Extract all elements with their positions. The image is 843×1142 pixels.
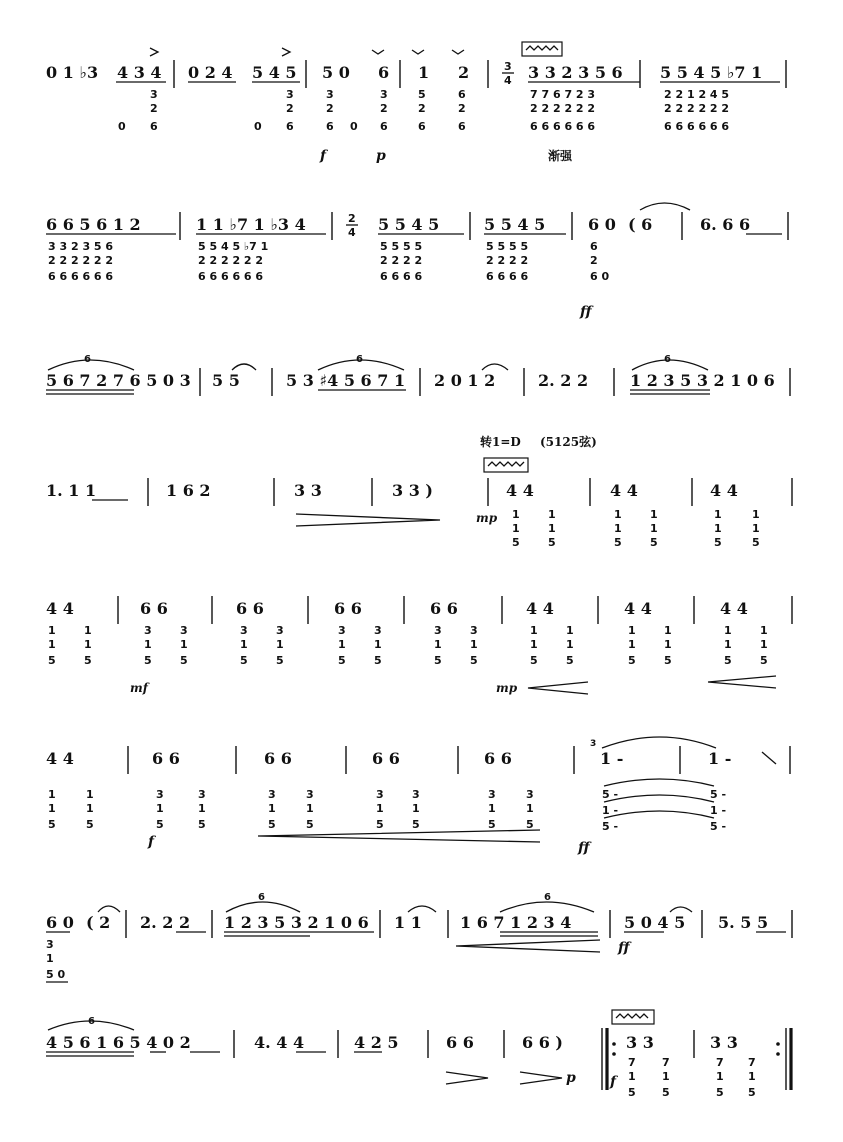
svg-text:1: 1 xyxy=(724,624,732,637)
svg-text:5: 5 xyxy=(664,654,672,667)
svg-text:0: 0 xyxy=(254,120,262,133)
row1-measure2-a: 0 2 4 xyxy=(188,63,233,82)
dynamic-forte: f xyxy=(320,148,327,164)
tuplet-label: 6 xyxy=(544,892,551,903)
ornament-icon xyxy=(412,50,424,54)
svg-text:3: 3 xyxy=(144,624,152,637)
svg-text:6 6 6 6: 6 6 6 6 xyxy=(486,270,529,283)
row3-measure3: 5 3 ♯4 5 6 7 1 xyxy=(286,371,406,390)
svg-text:1: 1 xyxy=(548,522,556,535)
dynamic-piano: p xyxy=(566,1070,576,1086)
decrescendo-hairpin xyxy=(296,514,440,526)
tremolo-icon xyxy=(526,46,558,50)
svg-text:5: 5 xyxy=(144,654,152,667)
svg-text:0: 0 xyxy=(118,120,126,133)
accompaniment-row7 xyxy=(46,938,65,981)
row2-measure1: 6 6 5 6 1 2 xyxy=(46,215,141,234)
svg-text:1: 1 xyxy=(628,624,636,637)
svg-text:3: 3 xyxy=(380,88,388,101)
svg-text:1: 1 xyxy=(614,522,622,535)
svg-text:1: 1 xyxy=(48,802,56,815)
row8-measure1: 4 5 6 1 6 5 4 0 2 xyxy=(46,1033,191,1052)
svg-text:1: 1 xyxy=(628,638,636,651)
svg-text:1: 1 xyxy=(84,638,92,651)
row1-measure1-a: 0 1 ♭3 xyxy=(46,63,99,82)
svg-text:2: 2 xyxy=(590,254,598,267)
svg-text:7 7 6 7 2 3: 7 7 6 7 2 3 xyxy=(530,88,596,101)
svg-text:1: 1 xyxy=(512,508,520,521)
svg-text:1: 1 xyxy=(156,802,164,815)
tuning-text: (5125弦) xyxy=(540,435,597,449)
svg-text:1: 1 xyxy=(752,522,760,535)
slur xyxy=(232,364,256,370)
tuplet-label: 6 xyxy=(88,1016,95,1027)
svg-text:1: 1 xyxy=(664,624,672,637)
decrescendo-hairpin xyxy=(520,1072,562,1084)
svg-text:7: 7 xyxy=(716,1056,724,1069)
time-signature-3-4 xyxy=(502,60,514,87)
svg-text:5: 5 xyxy=(376,818,384,831)
crescendo-hairpin xyxy=(456,940,600,952)
dynamic-mezzo-piano: mp xyxy=(476,511,498,525)
svg-text:1: 1 xyxy=(46,952,54,965)
slur xyxy=(98,906,120,912)
svg-text:2: 2 xyxy=(380,102,388,115)
svg-text:5: 5 xyxy=(752,536,760,549)
row8-measure5: 6 6 ) xyxy=(522,1033,563,1052)
row1-note-6: 6 xyxy=(378,63,390,82)
accompaniment-row1 xyxy=(118,88,729,133)
svg-text:5: 5 xyxy=(86,818,94,831)
svg-text:3: 3 xyxy=(504,60,512,73)
svg-text:1: 1 xyxy=(144,638,152,651)
row1-note-1: 1 xyxy=(418,63,430,82)
svg-text:1: 1 xyxy=(470,638,478,651)
svg-text:6: 6 xyxy=(418,120,426,133)
tuplet-label: 6 xyxy=(356,354,363,365)
row-1 xyxy=(46,42,786,164)
crescendo-hairpin xyxy=(528,682,588,694)
svg-text:4: 4 xyxy=(348,226,356,239)
svg-text:2: 2 xyxy=(418,102,426,115)
svg-text:5: 5 xyxy=(338,654,346,667)
svg-text:5: 5 xyxy=(268,818,276,831)
repeat-dot xyxy=(612,1052,616,1056)
time-signature-2-4 xyxy=(346,212,358,239)
svg-text:3: 3 xyxy=(180,624,188,637)
svg-text:4: 4 xyxy=(504,74,512,87)
svg-text:5: 5 xyxy=(548,536,556,549)
svg-text:1: 1 xyxy=(714,508,722,521)
row4-measure4: 3 3 ) xyxy=(392,481,433,500)
repeat-dot xyxy=(776,1052,780,1056)
svg-text:1: 1 xyxy=(650,508,658,521)
svg-text:3: 3 xyxy=(240,624,248,637)
tremolo-icon xyxy=(488,462,524,466)
tuplet-label: 6 xyxy=(664,354,671,365)
repeat-dot xyxy=(776,1042,780,1046)
row3-measure1: 5 6 7 2 7 6 5 0 3 xyxy=(46,371,191,390)
row1-note-2: 2 xyxy=(458,63,470,82)
svg-text:2 2 2 2 2 2: 2 2 2 2 2 2 xyxy=(530,102,596,115)
svg-text:6 6 6 6 6 6: 6 6 6 6 6 6 xyxy=(48,270,114,283)
row-7 xyxy=(46,892,792,982)
svg-text:3: 3 xyxy=(412,788,420,801)
svg-text:5: 5 xyxy=(714,536,722,549)
svg-text:6: 6 xyxy=(150,120,158,133)
accompaniment-row2 xyxy=(48,240,609,283)
svg-text:5: 5 xyxy=(662,1086,670,1099)
svg-text:7: 7 xyxy=(628,1056,636,1069)
row3-measure2: 5 5 xyxy=(212,371,240,390)
svg-text:1: 1 xyxy=(376,802,384,815)
svg-text:2 2 2 2 2 2: 2 2 2 2 2 2 xyxy=(198,254,264,267)
svg-text:1: 1 xyxy=(512,522,520,535)
svg-text:7: 7 xyxy=(748,1056,756,1069)
svg-text:3: 3 xyxy=(376,788,384,801)
svg-text:1 -: 1 - xyxy=(602,804,619,817)
row8-measure2: 4. 4 4 xyxy=(254,1033,305,1052)
svg-text:3: 3 xyxy=(338,624,346,637)
svg-text:2 2 2 2 2 2: 2 2 2 2 2 2 xyxy=(664,102,730,115)
svg-text:1: 1 xyxy=(650,522,658,535)
row-5 xyxy=(46,596,792,695)
accent-icon xyxy=(282,48,290,56)
row4-measure5: 4 4 xyxy=(506,481,534,500)
row4-measure3: 3 3 xyxy=(294,481,322,500)
svg-text:2 2 1 2 4 5: 2 2 1 2 4 5 xyxy=(664,88,730,101)
svg-text:6: 6 xyxy=(458,120,466,133)
slur xyxy=(500,902,594,912)
row7-measure8: 5. 5 5 xyxy=(718,913,769,932)
svg-text:1: 1 xyxy=(434,638,442,651)
svg-text:1: 1 xyxy=(526,802,534,815)
slur xyxy=(48,360,134,370)
svg-text:2 2 2 2 2 2: 2 2 2 2 2 2 xyxy=(48,254,114,267)
svg-text:5: 5 xyxy=(276,654,284,667)
tie xyxy=(604,811,714,818)
row3-measure4: 2 0 1 2 xyxy=(434,371,496,390)
svg-text:3: 3 xyxy=(46,938,54,951)
slur xyxy=(226,902,300,912)
row4-measure6: 4 4 xyxy=(610,481,638,500)
svg-text:6: 6 xyxy=(458,88,466,101)
svg-text:3 3 2 3 5 6: 3 3 2 3 5 6 xyxy=(48,240,114,253)
svg-text:1: 1 xyxy=(276,638,284,651)
svg-text:7: 7 xyxy=(662,1056,670,1069)
row5-measure5: 6 6 xyxy=(430,599,458,618)
svg-text:2: 2 xyxy=(286,102,294,115)
crescendo-text: 渐强 xyxy=(548,149,573,163)
tuplet-label: 6 xyxy=(84,354,91,365)
row2-measure4: 5 5 4 5 xyxy=(484,215,546,234)
svg-text:1: 1 xyxy=(180,638,188,651)
row8-measure6: 3 3 xyxy=(626,1033,654,1052)
svg-text:5: 5 xyxy=(418,88,426,101)
svg-text:5: 5 xyxy=(530,654,538,667)
crescendo-hairpin xyxy=(708,676,776,688)
accompaniment-row6 xyxy=(48,788,726,833)
svg-text:1: 1 xyxy=(628,1070,636,1083)
svg-text:2: 2 xyxy=(348,212,356,225)
row6-measure2: 6 6 xyxy=(152,749,180,768)
row5-measure2: 6 6 xyxy=(140,599,168,618)
svg-text:3: 3 xyxy=(276,624,284,637)
svg-text:1: 1 xyxy=(306,802,314,815)
dynamic-piano: p xyxy=(376,148,386,164)
row1-measure7: 5 5 4 5 ♭7 1 xyxy=(660,63,763,82)
svg-text:1: 1 xyxy=(664,638,672,651)
arpeggio-mark: 3 xyxy=(590,739,597,749)
dynamic-fortissimo: ff xyxy=(578,840,590,856)
svg-text:5: 5 xyxy=(48,818,56,831)
svg-text:3: 3 xyxy=(374,624,382,637)
row6-measure5: 6 6 xyxy=(484,749,512,768)
svg-text:5: 5 xyxy=(180,654,188,667)
svg-text:1: 1 xyxy=(566,638,574,651)
svg-text:1: 1 xyxy=(662,1070,670,1083)
svg-text:5: 5 xyxy=(748,1086,756,1099)
svg-text:6: 6 xyxy=(286,120,294,133)
svg-text:6: 6 xyxy=(590,240,598,253)
row5-measure4: 6 6 xyxy=(334,599,362,618)
svg-text:0: 0 xyxy=(350,120,358,133)
row-4 xyxy=(46,434,792,549)
svg-text:3: 3 xyxy=(198,788,206,801)
svg-text:1: 1 xyxy=(760,638,768,651)
row7-measure3: 2. 2 2 xyxy=(140,913,191,932)
svg-text:1: 1 xyxy=(548,508,556,521)
dynamic-forte: f xyxy=(148,834,155,850)
svg-text:2 2 2 2: 2 2 2 2 xyxy=(486,254,529,267)
svg-text:1: 1 xyxy=(412,802,420,815)
row7-measure1: 6 0 xyxy=(46,913,74,932)
svg-text:1: 1 xyxy=(760,624,768,637)
dynamic-fortissimo: ff xyxy=(618,940,630,956)
slur xyxy=(408,906,436,912)
svg-text:5: 5 xyxy=(724,654,732,667)
svg-text:5 -: 5 - xyxy=(710,820,727,833)
tie xyxy=(602,737,716,748)
svg-text:5: 5 xyxy=(198,818,206,831)
svg-text:5 5 5 5: 5 5 5 5 xyxy=(380,240,423,253)
svg-text:1: 1 xyxy=(614,508,622,521)
svg-text:5: 5 xyxy=(716,1086,724,1099)
row7-measure5: 1 1 xyxy=(394,913,422,932)
svg-text:5: 5 xyxy=(412,818,420,831)
tie xyxy=(604,795,714,802)
tremolo-box xyxy=(522,42,562,56)
slur xyxy=(482,364,508,370)
svg-text:2: 2 xyxy=(150,102,158,115)
row7-measure4: 1 2 3 5 3 2 1 0 6 xyxy=(224,913,369,932)
dynamic-fortissimo: ff xyxy=(580,304,592,320)
svg-text:1: 1 xyxy=(84,624,92,637)
svg-text:6: 6 xyxy=(326,120,334,133)
svg-text:3: 3 xyxy=(434,624,442,637)
svg-text:1: 1 xyxy=(86,802,94,815)
row1-measure6: 3 3 2 3 5 6 xyxy=(528,63,623,82)
tremolo-icon xyxy=(616,1014,648,1018)
svg-text:1: 1 xyxy=(338,638,346,651)
row2-measure5: 6 0 xyxy=(588,215,616,234)
svg-text:5: 5 xyxy=(306,818,314,831)
svg-text:1: 1 xyxy=(530,638,538,651)
row-3 xyxy=(46,354,790,396)
dynamic-mezzo-forte: mf xyxy=(130,681,148,695)
svg-text:3: 3 xyxy=(470,624,478,637)
svg-text:1: 1 xyxy=(268,802,276,815)
svg-text:5: 5 xyxy=(434,654,442,667)
svg-text:3: 3 xyxy=(326,88,334,101)
accent-icon xyxy=(150,48,158,56)
svg-text:5: 5 xyxy=(614,536,622,549)
row6-measure6: 1 - xyxy=(600,749,624,768)
svg-text:1: 1 xyxy=(748,1070,756,1083)
accompaniment-row8 xyxy=(628,1056,756,1099)
svg-text:3: 3 xyxy=(268,788,276,801)
svg-text:5: 5 xyxy=(488,818,496,831)
svg-text:1: 1 xyxy=(374,638,382,651)
row7-measure2: ( 2 xyxy=(86,913,111,932)
svg-text:1: 1 xyxy=(198,802,206,815)
row8-measure4: 6 6 xyxy=(446,1033,474,1052)
svg-text:1 -: 1 - xyxy=(710,804,727,817)
svg-text:5: 5 xyxy=(650,536,658,549)
row4-measure2: 1 6 2 xyxy=(166,481,211,500)
row2-measure7: 6. 6 6 xyxy=(700,215,751,234)
row7-measure6: 1 6 7 1 2 3 4 xyxy=(460,913,572,932)
row5-measure7: 4 4 xyxy=(624,599,652,618)
svg-text:5 5 5 5: 5 5 5 5 xyxy=(486,240,529,253)
svg-text:6 6 6 6 6 6: 6 6 6 6 6 6 xyxy=(664,120,730,133)
svg-text:1: 1 xyxy=(240,638,248,651)
svg-text:6 6 6 6 6 6: 6 6 6 6 6 6 xyxy=(198,270,264,283)
svg-text:1: 1 xyxy=(716,1070,724,1083)
tie xyxy=(604,779,714,786)
svg-text:1: 1 xyxy=(488,802,496,815)
row-2 xyxy=(46,203,788,320)
dynamic-mezzo-piano: mp xyxy=(496,681,518,695)
svg-text:5: 5 xyxy=(84,654,92,667)
svg-text:3: 3 xyxy=(488,788,496,801)
ornament-icon xyxy=(452,50,464,54)
svg-text:5 -: 5 - xyxy=(602,820,619,833)
row3-measure5: 2. 2 2 xyxy=(538,371,589,390)
svg-text:5 -: 5 - xyxy=(710,788,727,801)
svg-text:5: 5 xyxy=(512,536,520,549)
svg-text:2 2 2 2: 2 2 2 2 xyxy=(380,254,423,267)
svg-text:6: 6 xyxy=(380,120,388,133)
row5-measure1: 4 4 xyxy=(46,599,74,618)
slur xyxy=(640,203,690,210)
svg-text:1: 1 xyxy=(530,624,538,637)
modulation-text: 转1=D xyxy=(480,435,521,449)
ornament-icon xyxy=(372,50,384,54)
row-8 xyxy=(46,1010,791,1099)
svg-text:5: 5 xyxy=(628,1086,636,1099)
svg-text:5 0: 5 0 xyxy=(46,968,66,981)
svg-text:5 -: 5 - xyxy=(602,788,619,801)
row6-measure1: 4 4 xyxy=(46,749,74,768)
row6-measure7: 1 - xyxy=(708,749,732,768)
svg-text:1: 1 xyxy=(566,624,574,637)
row2-measure3: 5 5 4 5 xyxy=(378,215,440,234)
svg-text:5: 5 xyxy=(48,654,56,667)
row8-measure3: 4 2 5 xyxy=(354,1033,399,1052)
svg-text:3: 3 xyxy=(150,88,158,101)
svg-text:5: 5 xyxy=(240,654,248,667)
svg-text:6 0: 6 0 xyxy=(590,270,610,283)
svg-text:3: 3 xyxy=(156,788,164,801)
row5-measure3: 6 6 xyxy=(236,599,264,618)
slur xyxy=(670,907,692,912)
svg-text:1: 1 xyxy=(86,788,94,801)
row8-measure7: 3 3 xyxy=(710,1033,738,1052)
svg-text:5: 5 xyxy=(526,818,534,831)
accompaniment-row4 xyxy=(512,508,760,549)
svg-text:1: 1 xyxy=(752,508,760,521)
row1-measure1-b: 4 3 4 xyxy=(117,63,162,82)
row6-measure3: 6 6 xyxy=(264,749,292,768)
row6-measure4: 6 6 xyxy=(372,749,400,768)
row7-measure7: 5 0 4 5 xyxy=(624,913,686,932)
svg-text:1: 1 xyxy=(48,638,56,651)
row4-measure1: 1. 1 1 xyxy=(46,481,97,500)
svg-text:5 5 4 5 ♭7 1: 5 5 4 5 ♭7 1 xyxy=(198,240,269,253)
svg-text:5: 5 xyxy=(156,818,164,831)
svg-text:5: 5 xyxy=(470,654,478,667)
svg-text:2: 2 xyxy=(326,102,334,115)
row5-measure6: 4 4 xyxy=(526,599,554,618)
svg-text:1: 1 xyxy=(724,638,732,651)
row2-measure6: ( 6 xyxy=(628,215,653,234)
svg-text:2: 2 xyxy=(458,102,466,115)
svg-text:1: 1 xyxy=(714,522,722,535)
svg-text:5: 5 xyxy=(374,654,382,667)
accompaniment-row5 xyxy=(48,624,768,667)
svg-text:3: 3 xyxy=(306,788,314,801)
svg-text:5: 5 xyxy=(566,654,574,667)
svg-text:1: 1 xyxy=(48,788,56,801)
svg-text:6 6 6 6 6 6: 6 6 6 6 6 6 xyxy=(530,120,596,133)
row4-measure7: 4 4 xyxy=(710,481,738,500)
row2-measure2: 1 1 ♭7 1 ♭3 4 xyxy=(196,215,306,234)
svg-text:1: 1 xyxy=(48,624,56,637)
svg-text:5: 5 xyxy=(628,654,636,667)
row1-measure2-b: 5 4 5 xyxy=(252,63,297,82)
decrescendo-hairpin xyxy=(258,830,540,842)
decrescendo-hairpin xyxy=(446,1072,488,1084)
svg-text:5: 5 xyxy=(760,654,768,667)
row-6 xyxy=(46,737,790,856)
row3-measure6: 1 2 3 5 3 2 1 0 6 xyxy=(630,371,775,390)
svg-text:3: 3 xyxy=(526,788,534,801)
svg-text:3: 3 xyxy=(286,88,294,101)
dynamic-forte: f xyxy=(610,1074,617,1090)
svg-text:6 6 6 6: 6 6 6 6 xyxy=(380,270,423,283)
repeat-dot xyxy=(612,1042,616,1046)
row5-measure8: 4 4 xyxy=(720,599,748,618)
row1-measure3: 5 0 xyxy=(322,63,350,82)
tuplet-label: 6 xyxy=(258,892,265,903)
glissando-icon xyxy=(762,752,776,764)
